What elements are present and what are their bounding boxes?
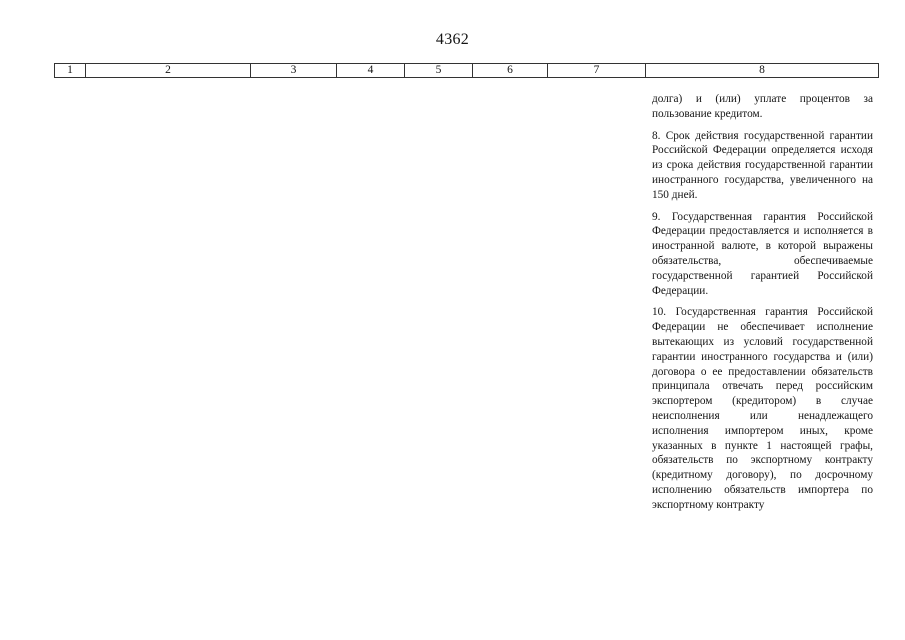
column-number-4: 4 — [337, 64, 405, 78]
paragraph-8: 8. Срок действия государственной гарантии Российской Федерации определяется исходя из срока действия государственной гарантии иностранного государства, увеличенного на 150 дней. — [652, 129, 873, 201]
column-number-3: 3 — [251, 64, 337, 78]
column-number-6: 6 — [473, 64, 548, 78]
paragraph-9: 9. Государственная гарантия Российской Федерации предоставляется и исполняется в иностранной валюте, в которой выражены обязательства, обеспечиваемые государственной гарантией Российской Федерации. — [652, 210, 873, 297]
column-number-8: 8 — [646, 64, 879, 78]
column-number-1: 1 — [55, 64, 86, 78]
column-number-7: 7 — [548, 64, 646, 78]
column-8-text — [652, 92, 873, 520]
column-number-5: 5 — [405, 64, 473, 78]
column-number-2: 2 — [86, 64, 251, 78]
column-header-table — [54, 63, 879, 78]
paragraph-continuation: долга) и (или) уплате процентов за пользование кредитом. — [652, 93, 873, 120]
paragraph-10: 10. Государственная гарантия Российской Федерации не обеспечивает исполнение вытекающих из условий государственной гарантии иностранного государства и (или) договора о ее предоставлении обязательств принципала отвечать перед российским экспортером (кредитором) в случае неисполнения или ненадлежащего исполнения импортером иных, кроме указанных в пункте 1 настоящей графы, обязательств по экспортному контракту (кредитному договору), по досрочному исполнению обязательств импортера по экспортному контракту — [652, 306, 873, 511]
page-number: 4362 — [435, 31, 470, 48]
column-header-row — [55, 64, 879, 78]
